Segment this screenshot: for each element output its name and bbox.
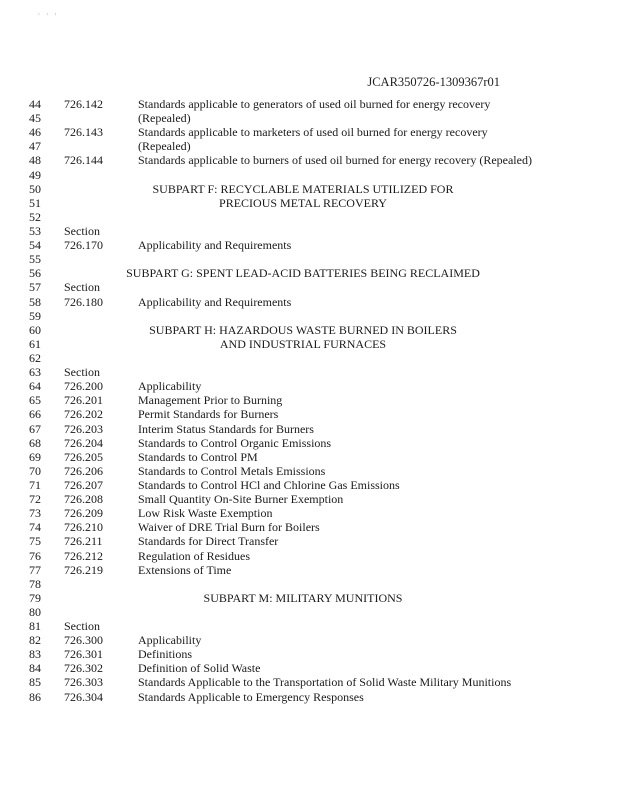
section-number: 726.144 xyxy=(64,153,103,168)
section-title: Interim Status Standards for Burners xyxy=(138,421,314,436)
section-number: 726.304 xyxy=(64,689,103,704)
line-number: 67 xyxy=(29,421,41,436)
line-number: 79 xyxy=(29,590,41,605)
line-number: 59 xyxy=(29,308,41,323)
section-entry xyxy=(0,464,618,478)
document-line xyxy=(0,280,618,294)
line-number: 54 xyxy=(29,238,41,253)
subpart-heading: PRECIOUS METAL RECOVERY xyxy=(219,195,387,210)
line-number: 61 xyxy=(29,336,41,351)
section-title: Definitions xyxy=(138,647,192,662)
section-title: Standards applicable to generators of used oil burned for energy recovery xyxy=(138,97,491,111)
line-number: 58 xyxy=(29,294,41,309)
line-number: 65 xyxy=(29,393,41,408)
section-entry xyxy=(0,506,618,520)
line-number: 60 xyxy=(29,322,41,337)
subpart-heading-line xyxy=(0,337,618,351)
section-entry xyxy=(0,563,618,577)
section-number: 726.202 xyxy=(64,407,103,422)
scan-smudge: ' ' ' xyxy=(38,12,59,23)
section-number: 726.201 xyxy=(64,393,103,408)
section-number: 726.302 xyxy=(64,661,103,676)
section-entry xyxy=(0,549,618,563)
line-number: 50 xyxy=(29,181,41,196)
document-line xyxy=(0,619,618,633)
section-number: 726.200 xyxy=(64,379,103,394)
section-title: Standards to Control HCl and Chlorine Gas Emissions xyxy=(138,477,400,492)
section-title: Standards applicable to burners of used oil burned for energy recovery (Repealed) xyxy=(138,153,532,168)
line-number: 51 xyxy=(29,195,41,210)
section-number: 726.211 xyxy=(64,534,103,549)
document-line xyxy=(0,168,618,182)
line-number: 44 xyxy=(29,97,41,111)
line-number: 64 xyxy=(29,379,41,394)
line-number: 74 xyxy=(29,520,41,535)
document-line xyxy=(0,210,618,224)
section-title: Definition of Solid Waste xyxy=(138,661,261,676)
line-number: 82 xyxy=(29,633,41,648)
section-title: Applicability and Requirements xyxy=(138,238,292,253)
section-title: Applicability xyxy=(138,633,202,648)
line-number: 53 xyxy=(29,223,41,238)
section-number: 726.180 xyxy=(64,294,103,309)
line-number: 80 xyxy=(29,604,41,619)
document-line xyxy=(0,309,618,323)
section-title: Permit Standards for Burners xyxy=(138,407,279,422)
section-number: 726.170 xyxy=(64,238,103,253)
subpart-heading-line xyxy=(0,591,618,605)
document-line xyxy=(0,365,618,379)
line-number: 68 xyxy=(29,435,41,450)
section-entry xyxy=(0,450,618,464)
section-entry xyxy=(0,633,618,647)
section-title: Waiver of DRE Trial Burn for Boilers xyxy=(138,520,320,535)
line-number: 63 xyxy=(29,365,41,380)
line-number: 47 xyxy=(29,139,41,154)
section-entry xyxy=(0,690,618,704)
section-entry xyxy=(0,647,618,661)
section-number: 726.300 xyxy=(64,633,103,648)
line-number: 48 xyxy=(29,153,41,168)
line-number: 86 xyxy=(29,689,41,704)
section-entry xyxy=(0,407,618,421)
section-number: 726.219 xyxy=(64,562,103,577)
section-number: 726.205 xyxy=(64,449,103,464)
section-entry xyxy=(0,111,618,125)
section-number: 726.143 xyxy=(64,125,103,140)
section-title: Regulation of Residues xyxy=(138,548,250,563)
line-number: 83 xyxy=(29,647,41,662)
section-title: Standards Applicable to Emergency Responses xyxy=(138,689,364,704)
line-number: 57 xyxy=(29,280,41,295)
section-entry xyxy=(0,238,618,252)
line-number: 75 xyxy=(29,534,41,549)
section-entry xyxy=(0,534,618,548)
section-entry xyxy=(0,139,618,153)
section-entry xyxy=(0,153,618,167)
document-line xyxy=(0,605,618,619)
section-entry xyxy=(0,661,618,675)
line-number: 77 xyxy=(29,562,41,577)
subpart-heading: SUBPART M: MILITARY MUNITIONS xyxy=(203,590,403,605)
line-number: 81 xyxy=(29,619,41,634)
line-number: 69 xyxy=(29,449,41,464)
section-title: Low Risk Waste Exemption xyxy=(138,506,273,521)
section-entry xyxy=(0,422,618,436)
section-number: 726.303 xyxy=(64,675,103,690)
section-entry xyxy=(0,379,618,393)
section-title: Small Quantity On-Site Burner Exemption xyxy=(138,492,344,507)
line-number: 73 xyxy=(29,506,41,521)
section-title: Standards to Control Metals Emissions xyxy=(138,463,326,478)
section-entry xyxy=(0,125,618,139)
section-title: Applicability xyxy=(138,379,202,394)
section-title: Applicability and Requirements xyxy=(138,294,292,309)
section-title: (Repealed) xyxy=(138,111,191,126)
document-line xyxy=(0,577,618,591)
section-number: 726.203 xyxy=(64,421,103,436)
section-entry xyxy=(0,675,618,689)
subpart-heading-line xyxy=(0,182,618,196)
section-number: 726.206 xyxy=(64,463,103,478)
section-title: Standards to Control Organic Emissions xyxy=(138,435,332,450)
section-number: Section xyxy=(64,223,100,238)
section-entry xyxy=(0,436,618,450)
section-entry xyxy=(0,295,618,309)
document-id: JCAR350726-1309367r01 xyxy=(367,75,500,89)
line-number: 56 xyxy=(29,266,41,281)
line-number: 72 xyxy=(29,492,41,507)
line-number: 46 xyxy=(29,125,41,140)
section-number: 726.210 xyxy=(64,520,103,535)
section-number: 726.301 xyxy=(64,647,103,662)
line-number: 78 xyxy=(29,576,41,591)
document-line xyxy=(0,351,618,365)
line-number: 55 xyxy=(29,252,41,267)
section-title: Extensions of Time xyxy=(138,562,232,577)
line-number: 49 xyxy=(29,167,41,182)
section-number: 726.212 xyxy=(64,548,103,563)
line-number: 76 xyxy=(29,548,41,563)
line-number: 85 xyxy=(29,675,41,690)
section-number: 726.207 xyxy=(64,477,103,492)
section-number: 726.209 xyxy=(64,506,103,521)
section-entry xyxy=(0,478,618,492)
section-number: 726.208 xyxy=(64,492,103,507)
section-number: 726.204 xyxy=(64,435,103,450)
document-line xyxy=(0,224,618,238)
line-number: 84 xyxy=(29,661,41,676)
line-number: 62 xyxy=(29,350,41,365)
subpart-heading: SUBPART F: RECYCLABLE MATERIALS UTILIZED FOR xyxy=(152,181,454,196)
section-number: Section xyxy=(64,280,100,295)
section-title: Standards Applicable to the Transportation of Solid Waste Military Munitions xyxy=(138,675,512,690)
section-number: Section xyxy=(64,365,100,380)
section-number: Section xyxy=(64,619,100,634)
line-number: 71 xyxy=(29,477,41,492)
subpart-heading: SUBPART G: SPENT LEAD-ACID BATTERIES BEING RECLAIMED xyxy=(126,266,480,281)
line-number: 45 xyxy=(29,111,41,126)
subpart-heading: SUBPART H: HAZARDOUS WASTE BURNED IN BOILERS xyxy=(149,322,457,337)
section-title: Standards for Direct Transfer xyxy=(138,534,279,549)
document-line xyxy=(0,252,618,266)
numbered-lines xyxy=(0,97,618,704)
line-number: 52 xyxy=(29,209,41,224)
section-title: Standards applicable to marketers of used oil burned for energy recovery xyxy=(138,125,488,140)
line-number: 70 xyxy=(29,463,41,478)
subpart-heading: AND INDUSTRIAL FURNACES xyxy=(219,336,387,351)
section-number: 726.142 xyxy=(64,97,103,111)
section-entry xyxy=(0,97,618,111)
section-entry xyxy=(0,520,618,534)
subpart-heading-line xyxy=(0,323,618,337)
section-entry xyxy=(0,492,618,506)
section-entry xyxy=(0,393,618,407)
subpart-heading-line xyxy=(0,266,618,280)
section-title: (Repealed) xyxy=(138,139,191,154)
subpart-heading-line xyxy=(0,196,618,210)
section-title: Standards to Control PM xyxy=(138,449,258,464)
line-number: 66 xyxy=(29,407,41,422)
section-title: Management Prior to Burning xyxy=(138,393,283,408)
